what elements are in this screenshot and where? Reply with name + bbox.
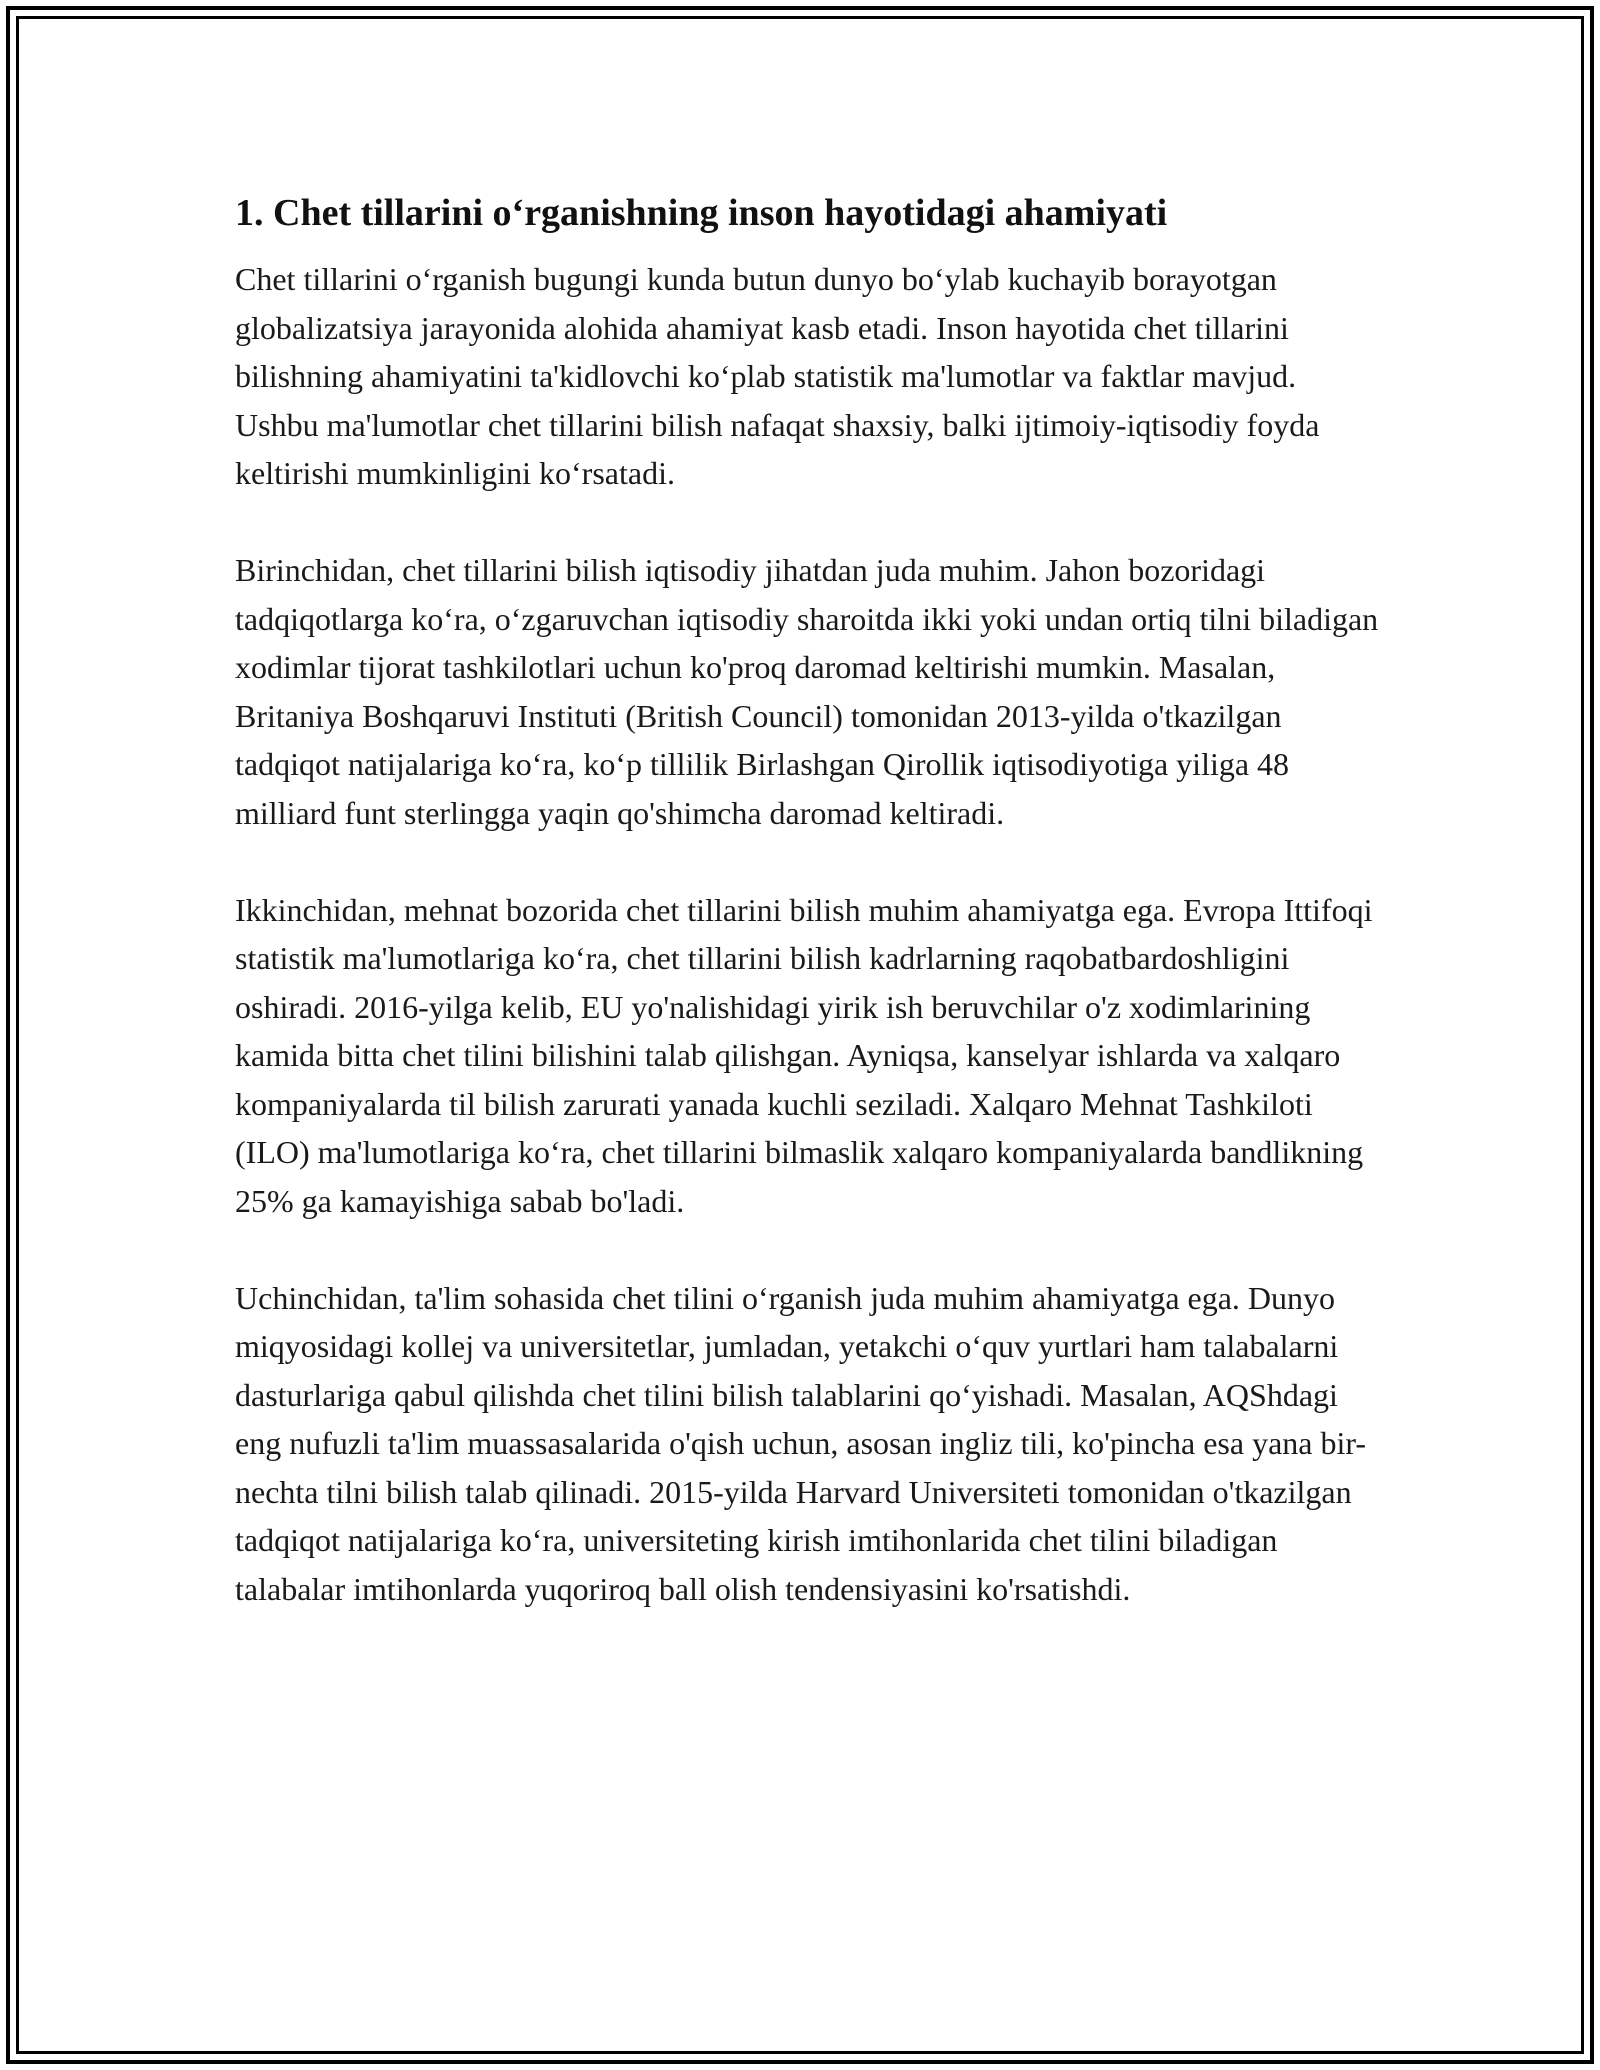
paragraph-labor-market: Ikkinchidan, mehnat bozorida chet tillarini bilish muhim ahamiyatga ega. Evropa Ittifoqi statistik ma'lumotlariga ko‘ra, chet tillarini bilish kadrlarning raqobatbardoshligini oshiradi. 2016-yilga kelib, EU yo'nalishidagi yirik ish beruvchilar o'z xodimlarining kamida bitta chet tilini bilishini talab qilishgan. Ayniqsa, kanselyar ishlarda va xalqaro kompaniyalarda til bilish zarurati yanada kuchli seziladi. Xalqaro Mehnat Tashkiloti (ILO) ma'lumotlariga ko‘ra, chet tillarini bilmaslik xalqaro kompaniyalarda bandlikning 25% ga kamayishiga sabab bo'ladi. xyxy=(235,891,1373,1219)
paragraph-intro: Chet tillarini o‘rganish bugungi kunda butun dunyo bo‘ylab kuchayib borayotgan globalizatsiya jarayonida alohida ahamiyat kasb etadi. Inson hayotida chet tillarini bilishning ahamiyatini ta'kidlovchi ko‘plab statistik ma'lumotlar va faktlar mavjud. Ushbu ma'lumotlar chet tillarini bilish nafaqat shaxsiy, balki ijtimoiy-iqtisodiy foyda keltirishi mumkinligini ko‘rsatadi. xyxy=(235,261,1320,491)
paragraph-education: Uchinchidan, ta'lim sohasida chet tilini o‘rganish juda muhim ahamiyatga ega. Dunyo miqyosidagi kollej va universitetlar, jumladan, yetakchi o‘quv yurtlari ham talabalarni dasturlariga qabul qilishda chet tilini bilish talablarini qo‘yishadi. Masalan, AQShdagi eng nufuzli ta'lim muassasalarida o'qish uchun, asosan ingliz tili, ko'pincha esa yana bir-nechta tilni bilish talab qilinadi. 2015-yilda Harvard Universiteti tomonidan o'tkazilgan tadqiqot natijalariga ko‘ra, universiteting kirish imtihonlarida chet tilini biladigan talabalar imtihonlarda yuqoriroq ball olish tendensiyasini ko'rsatishdi. xyxy=(235,1279,1367,1607)
paragraph-economy: Birinchidan, chet tillarini bilish iqtisodiy jihatdan juda muhim. Jahon bozoridagi tadqiqotlarga ko‘ra, o‘zgaruvchan iqtisodiy sharoitda ikki yoki undan ortiq tilni biladigan xodimlar tijorat tashkilotlari uchun ko'proq daromad keltirishi mumkin. Masalan, Britaniya Boshqaruvi Instituti (British Council) tomonidan 2013-yilda o'tkazilgan tadqiqot natijalariga ko‘ra, ko‘p tillilik Birlashgan Qirollik iqtisodiyotiga yiliga 48 milliard funt sterlingga yaqin qo'shimcha daromad keltiradi. xyxy=(235,552,1379,831)
page-title: 1. Chet tillarini o‘rganishning inson hayotidagi ahamiyati xyxy=(235,192,1168,234)
document-body xyxy=(235,185,1385,1613)
